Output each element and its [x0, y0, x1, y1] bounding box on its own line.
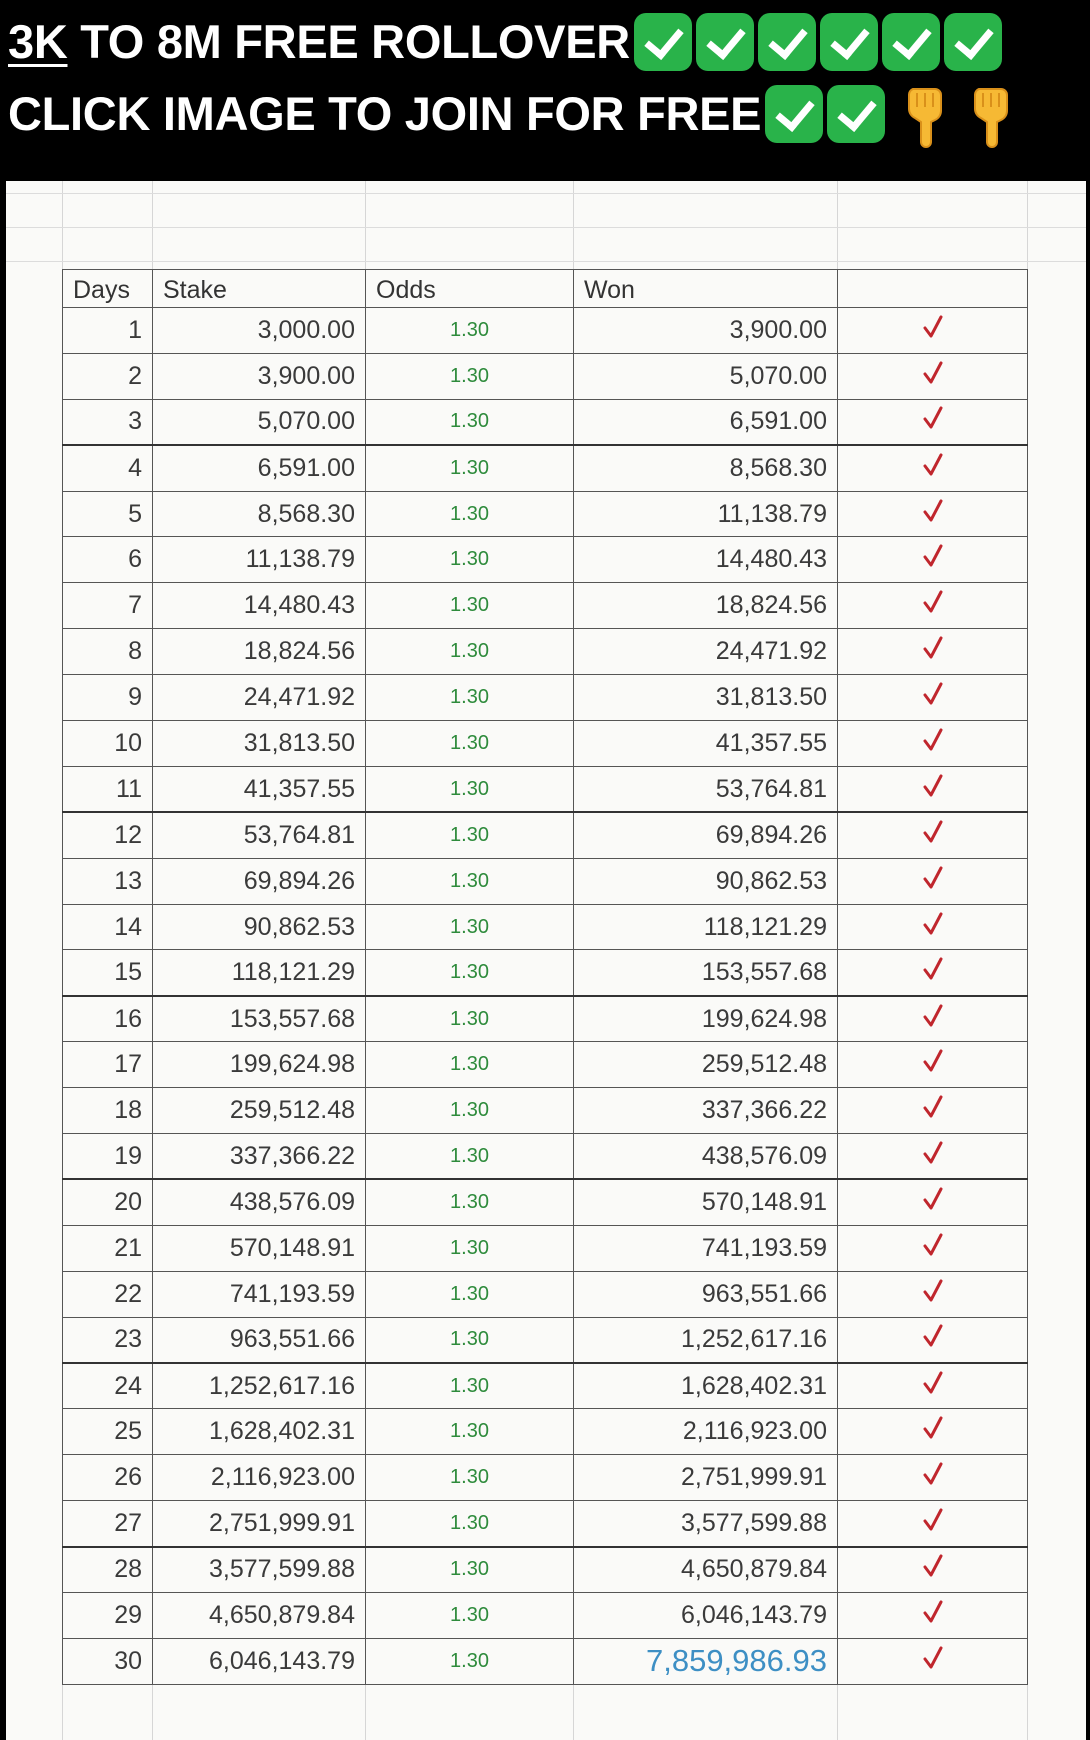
odds-cell: 1.30 — [366, 353, 574, 399]
won-cell: 6,591.00 — [574, 399, 838, 445]
won-cell: 8,568.30 — [574, 445, 838, 491]
table-row — [63, 858, 1028, 904]
status-cell — [838, 1501, 1028, 1547]
status-cell — [838, 583, 1028, 629]
stake-cell: 4,650,879.84 — [153, 1592, 366, 1638]
stake-cell: 3,900.00 — [153, 353, 366, 399]
table-row — [63, 353, 1028, 399]
status-cell — [838, 675, 1028, 721]
stake-cell: 741,193.59 — [153, 1271, 366, 1317]
odds-cell: 1.30 — [366, 1088, 574, 1134]
day-cell: 2 — [63, 353, 153, 399]
odds-cell: 1.30 — [366, 629, 574, 675]
table-row — [63, 1317, 1028, 1363]
won-cell: 259,512.48 — [574, 1042, 838, 1088]
red-tick-icon — [923, 1324, 943, 1348]
odds-cell: 1.30 — [366, 1638, 574, 1684]
caption-line-2-text: CLICK IMAGE TO JOIN FOR FREE — [8, 87, 762, 140]
won-cell: 963,551.66 — [574, 1271, 838, 1317]
red-tick-icon — [923, 590, 943, 614]
red-tick-icon — [923, 866, 943, 890]
won-cell: 11,138.79 — [574, 491, 838, 537]
won-cell: 53,764.81 — [574, 766, 838, 812]
grid-line — [6, 193, 1086, 194]
red-tick-icon — [923, 1416, 943, 1440]
table-row — [63, 904, 1028, 950]
status-cell — [838, 1592, 1028, 1638]
status-cell — [838, 1088, 1028, 1134]
red-tick-icon — [923, 499, 943, 523]
red-tick-icon — [923, 1095, 943, 1119]
odds-cell: 1.30 — [366, 1134, 574, 1180]
status-cell — [838, 308, 1028, 354]
check-mark-icon — [765, 85, 823, 143]
won-cell: 153,557.68 — [574, 950, 838, 996]
stake-cell: 153,557.68 — [153, 996, 366, 1042]
day-cell: 5 — [63, 491, 153, 537]
day-cell: 14 — [63, 904, 153, 950]
stake-cell: 570,148.91 — [153, 1225, 366, 1271]
caption-line-1 — [8, 6, 1002, 78]
status-cell — [838, 996, 1028, 1042]
red-tick-icon — [923, 1279, 943, 1303]
day-cell: 30 — [63, 1638, 153, 1684]
won-cell: 3,900.00 — [574, 308, 838, 354]
status-cell — [838, 1179, 1028, 1225]
red-tick-icon — [923, 361, 943, 385]
header-stake: Stake — [153, 270, 366, 308]
stake-cell: 1,252,617.16 — [153, 1363, 366, 1409]
red-tick-icon — [923, 453, 943, 477]
stake-cell: 8,568.30 — [153, 491, 366, 537]
red-tick-icon — [923, 1554, 943, 1578]
red-tick-icon — [923, 636, 943, 660]
day-cell: 19 — [63, 1134, 153, 1180]
check-mark-icon — [696, 13, 754, 71]
status-cell — [838, 1271, 1028, 1317]
table-row — [63, 1134, 1028, 1180]
stake-cell: 337,366.22 — [153, 1134, 366, 1180]
table-row — [63, 675, 1028, 721]
header-odds: Odds — [366, 270, 574, 308]
odds-cell: 1.30 — [366, 1271, 574, 1317]
red-tick-icon — [923, 957, 943, 981]
odds-cell: 1.30 — [366, 1225, 574, 1271]
stake-cell: 6,591.00 — [153, 445, 366, 491]
day-cell: 4 — [63, 445, 153, 491]
stake-cell: 199,624.98 — [153, 1042, 366, 1088]
red-tick-icon — [923, 1508, 943, 1532]
day-cell: 20 — [63, 1179, 153, 1225]
caption-banner — [0, 0, 1090, 181]
status-cell — [838, 629, 1028, 675]
red-tick-icon — [923, 315, 943, 339]
pointing-down-hand-icon — [899, 83, 951, 149]
red-tick-icon — [923, 1187, 943, 1211]
day-cell: 7 — [63, 583, 153, 629]
table-row — [63, 1088, 1028, 1134]
won-cell: 570,148.91 — [574, 1179, 838, 1225]
won-cell: 3,577,599.88 — [574, 1501, 838, 1547]
won-cell: 438,576.09 — [574, 1134, 838, 1180]
won-cell: 2,116,923.00 — [574, 1409, 838, 1455]
caption-link[interactable]: 3K — [8, 15, 68, 68]
status-cell — [838, 1134, 1028, 1180]
table-header-row — [63, 270, 1028, 308]
odds-cell: 1.30 — [366, 858, 574, 904]
stake-cell: 6,046,143.79 — [153, 1638, 366, 1684]
red-tick-icon — [923, 1646, 943, 1670]
day-cell: 9 — [63, 675, 153, 721]
odds-cell: 1.30 — [366, 721, 574, 767]
caption-line-1-text: TO 8M FREE ROLLOVER — [67, 15, 630, 68]
status-cell — [838, 1363, 1028, 1409]
odds-cell: 1.30 — [366, 1547, 574, 1593]
table-row — [63, 812, 1028, 858]
day-cell: 11 — [63, 766, 153, 812]
odds-cell: 1.30 — [366, 1501, 574, 1547]
day-cell: 12 — [63, 812, 153, 858]
won-cell: 31,813.50 — [574, 675, 838, 721]
day-cell: 26 — [63, 1455, 153, 1501]
won-cell: 199,624.98 — [574, 996, 838, 1042]
day-cell: 3 — [63, 399, 153, 445]
odds-cell: 1.30 — [366, 766, 574, 812]
won-cell: 41,357.55 — [574, 721, 838, 767]
red-tick-icon — [923, 544, 943, 568]
red-tick-icon — [923, 406, 943, 430]
odds-cell: 1.30 — [366, 491, 574, 537]
day-cell: 6 — [63, 537, 153, 583]
grid-line — [6, 227, 1086, 228]
stake-cell: 53,764.81 — [153, 812, 366, 858]
odds-cell: 1.30 — [366, 1455, 574, 1501]
grid-line — [6, 261, 1086, 262]
stake-cell: 18,824.56 — [153, 629, 366, 675]
red-tick-icon — [923, 1371, 943, 1395]
won-cell: 7,859,986.93 — [574, 1638, 838, 1684]
day-cell: 18 — [63, 1088, 153, 1134]
status-cell — [838, 445, 1028, 491]
table-row — [63, 1638, 1028, 1684]
stake-cell: 31,813.50 — [153, 721, 366, 767]
stake-cell: 438,576.09 — [153, 1179, 366, 1225]
status-cell — [838, 721, 1028, 767]
day-cell: 21 — [63, 1225, 153, 1271]
table-row — [63, 1409, 1028, 1455]
table-row — [63, 1547, 1028, 1593]
red-tick-icon — [923, 1462, 943, 1486]
status-cell — [838, 904, 1028, 950]
status-cell — [838, 399, 1028, 445]
table-row — [63, 721, 1028, 767]
won-cell: 14,480.43 — [574, 537, 838, 583]
red-tick-icon — [923, 1233, 943, 1257]
header-won: Won — [574, 270, 838, 308]
day-cell: 8 — [63, 629, 153, 675]
table-row — [63, 766, 1028, 812]
pointing-down-hand-icon — [965, 83, 1017, 149]
won-cell: 6,046,143.79 — [574, 1592, 838, 1638]
won-cell: 118,121.29 — [574, 904, 838, 950]
won-cell: 90,862.53 — [574, 858, 838, 904]
status-cell — [838, 537, 1028, 583]
stake-cell: 41,357.55 — [153, 766, 366, 812]
day-cell: 27 — [63, 1501, 153, 1547]
odds-cell: 1.30 — [366, 308, 574, 354]
stake-cell: 11,138.79 — [153, 537, 366, 583]
odds-cell: 1.30 — [366, 904, 574, 950]
status-cell — [838, 1455, 1028, 1501]
table-row — [63, 583, 1028, 629]
table-row — [63, 308, 1028, 354]
day-cell: 29 — [63, 1592, 153, 1638]
spreadsheet-image[interactable] — [6, 181, 1086, 1740]
status-cell — [838, 1317, 1028, 1363]
status-cell — [838, 491, 1028, 537]
odds-cell: 1.30 — [366, 1409, 574, 1455]
stake-cell: 2,751,999.91 — [153, 1501, 366, 1547]
table-row — [63, 491, 1028, 537]
table-row — [63, 950, 1028, 996]
odds-cell: 1.30 — [366, 445, 574, 491]
red-tick-icon — [923, 820, 943, 844]
check-mark-icon — [944, 13, 1002, 71]
odds-cell: 1.30 — [366, 399, 574, 445]
red-tick-icon — [923, 1049, 943, 1073]
red-tick-icon — [923, 1600, 943, 1624]
red-tick-icon — [923, 1141, 943, 1165]
status-cell — [838, 1225, 1028, 1271]
stake-cell: 24,471.92 — [153, 675, 366, 721]
status-cell — [838, 1409, 1028, 1455]
stake-cell: 69,894.26 — [153, 858, 366, 904]
won-cell: 4,650,879.84 — [574, 1547, 838, 1593]
stake-cell: 3,577,599.88 — [153, 1547, 366, 1593]
table-row — [63, 629, 1028, 675]
day-cell: 23 — [63, 1317, 153, 1363]
table-row — [63, 1592, 1028, 1638]
red-tick-icon — [923, 1004, 943, 1028]
caption-line-2 — [8, 78, 1017, 151]
day-cell: 15 — [63, 950, 153, 996]
header-days: Days — [63, 270, 153, 308]
check-mark-icon — [634, 13, 692, 71]
day-cell: 17 — [63, 1042, 153, 1088]
table-row — [63, 445, 1028, 491]
table-row — [63, 996, 1028, 1042]
odds-cell: 1.30 — [366, 583, 574, 629]
won-cell: 69,894.26 — [574, 812, 838, 858]
stake-cell: 963,551.66 — [153, 1317, 366, 1363]
day-cell: 28 — [63, 1547, 153, 1593]
won-cell: 741,193.59 — [574, 1225, 838, 1271]
status-cell — [838, 1638, 1028, 1684]
stake-cell: 2,116,923.00 — [153, 1455, 366, 1501]
table-row — [63, 1271, 1028, 1317]
check-mark-icon — [882, 13, 940, 71]
red-tick-icon — [923, 728, 943, 752]
check-mark-icon — [758, 13, 816, 71]
stake-cell: 14,480.43 — [153, 583, 366, 629]
check-mark-icon — [820, 13, 878, 71]
day-cell: 1 — [63, 308, 153, 354]
red-tick-icon — [923, 774, 943, 798]
header-status — [838, 270, 1028, 308]
day-cell: 22 — [63, 1271, 153, 1317]
table-row — [63, 1363, 1028, 1409]
odds-cell: 1.30 — [366, 812, 574, 858]
odds-cell: 1.30 — [366, 1592, 574, 1638]
won-cell: 24,471.92 — [574, 629, 838, 675]
day-cell: 13 — [63, 858, 153, 904]
status-cell — [838, 1547, 1028, 1593]
day-cell: 24 — [63, 1363, 153, 1409]
status-cell — [838, 812, 1028, 858]
table-row — [63, 1455, 1028, 1501]
stake-cell: 259,512.48 — [153, 1088, 366, 1134]
odds-cell: 1.30 — [366, 675, 574, 721]
table-row — [63, 1179, 1028, 1225]
odds-cell: 1.30 — [366, 537, 574, 583]
status-cell — [838, 858, 1028, 904]
check-mark-icon — [827, 85, 885, 143]
won-cell: 18,824.56 — [574, 583, 838, 629]
day-cell: 25 — [63, 1409, 153, 1455]
won-cell: 1,628,402.31 — [574, 1363, 838, 1409]
odds-cell: 1.30 — [366, 996, 574, 1042]
stake-cell: 3,000.00 — [153, 308, 366, 354]
table-row — [63, 537, 1028, 583]
stake-cell: 118,121.29 — [153, 950, 366, 996]
status-cell — [838, 950, 1028, 996]
won-cell: 1,252,617.16 — [574, 1317, 838, 1363]
stake-cell: 90,862.53 — [153, 904, 366, 950]
red-tick-icon — [923, 682, 943, 706]
won-cell: 2,751,999.91 — [574, 1455, 838, 1501]
odds-cell: 1.30 — [366, 950, 574, 996]
rollover-table — [62, 269, 1028, 1685]
stake-cell: 5,070.00 — [153, 399, 366, 445]
status-cell — [838, 353, 1028, 399]
status-cell — [838, 766, 1028, 812]
odds-cell: 1.30 — [366, 1363, 574, 1409]
table-row — [63, 399, 1028, 445]
day-cell: 16 — [63, 996, 153, 1042]
odds-cell: 1.30 — [366, 1042, 574, 1088]
day-cell: 10 — [63, 721, 153, 767]
status-cell — [838, 1042, 1028, 1088]
won-cell: 337,366.22 — [574, 1088, 838, 1134]
won-cell: 5,070.00 — [574, 353, 838, 399]
stake-cell: 1,628,402.31 — [153, 1409, 366, 1455]
odds-cell: 1.30 — [366, 1317, 574, 1363]
table-row — [63, 1501, 1028, 1547]
odds-cell: 1.30 — [366, 1179, 574, 1225]
red-tick-icon — [923, 912, 943, 936]
table-row — [63, 1225, 1028, 1271]
table-row — [63, 1042, 1028, 1088]
